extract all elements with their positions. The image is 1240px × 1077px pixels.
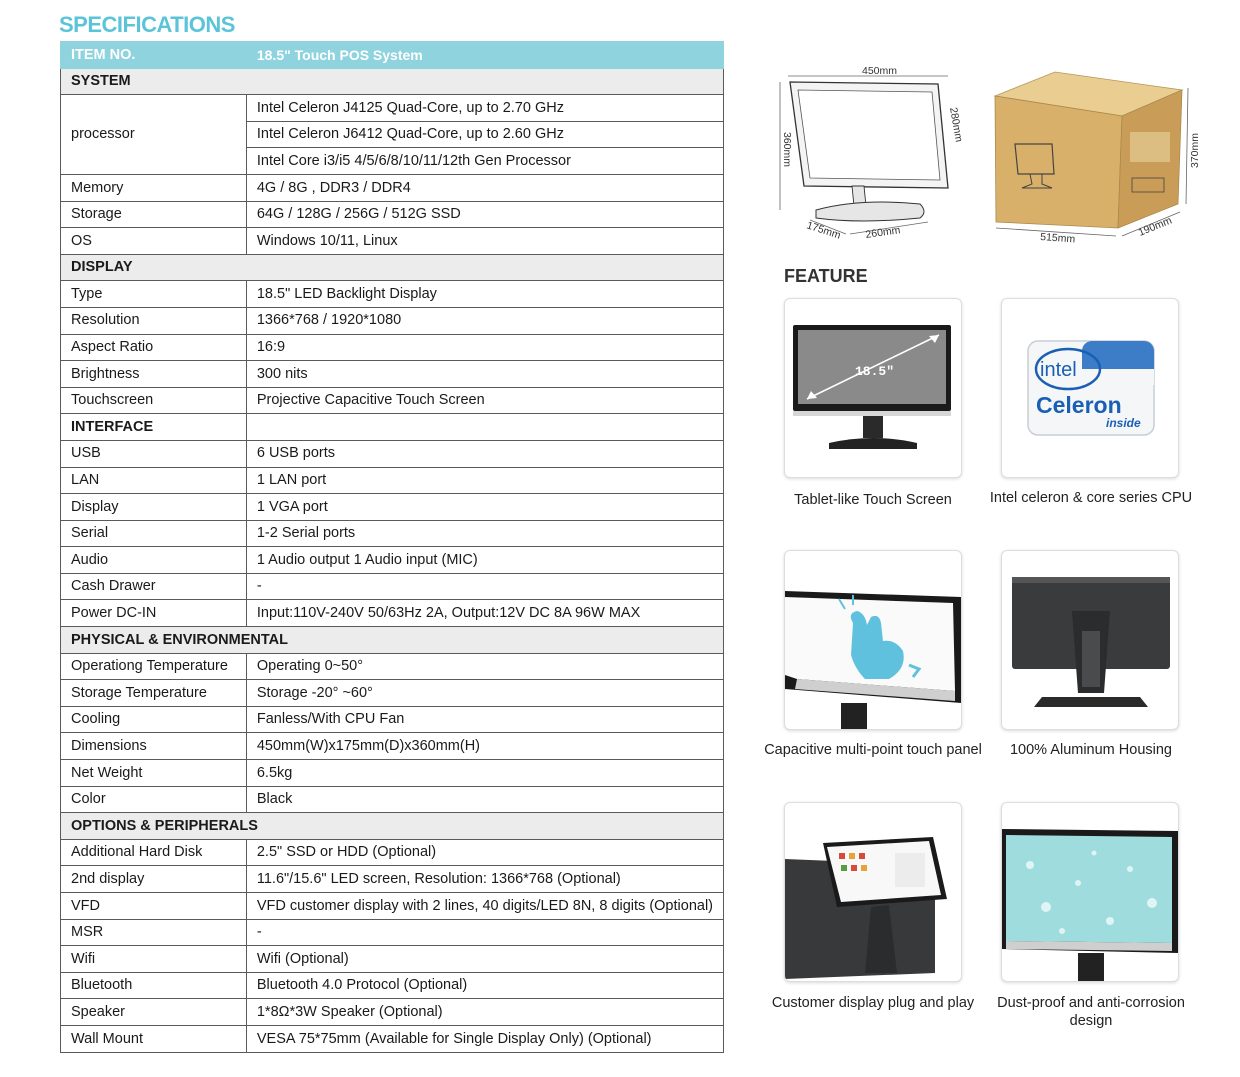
spec-label: MSR bbox=[61, 919, 247, 946]
spec-label: Power DC-IN bbox=[61, 600, 247, 627]
intel-celeron-logo bbox=[1002, 299, 1178, 477]
spec-value: 16:9 bbox=[246, 334, 723, 361]
inside-wordmark: inside bbox=[1106, 416, 1141, 430]
spec-label: Bluetooth bbox=[61, 972, 247, 999]
spec-label: Storage Temperature bbox=[61, 680, 247, 707]
spec-value: Bluetooth 4.0 Protocol (Optional) bbox=[246, 972, 723, 999]
spec-value: 1366*768 / 1920*1080 bbox=[246, 307, 723, 334]
spec-label: 2nd display bbox=[61, 866, 247, 893]
touch-gesture-image bbox=[785, 551, 961, 729]
spec-label: Memory bbox=[61, 174, 247, 201]
spec-header-row bbox=[61, 42, 724, 69]
spec-label: Serial bbox=[61, 520, 247, 547]
item-no-value: 18.5" Touch POS System bbox=[246, 42, 723, 69]
spec-value: 2.5" SSD or HDD (Optional) bbox=[246, 839, 723, 866]
monitor-front-image bbox=[785, 299, 961, 477]
spec-value: Intel Core i3/i5 4/5/6/8/10/11/12th Gen Processor bbox=[246, 148, 723, 175]
spec-value: Operating 0~50° bbox=[246, 653, 723, 680]
spec-label: Aspect Ratio bbox=[61, 334, 247, 361]
spec-label: Additional Hard Disk bbox=[61, 839, 247, 866]
spec-value: 450mm(W)x175mm(D)x360mm(H) bbox=[246, 733, 723, 760]
spec-value: 1 Audio output 1 Audio input (MIC) bbox=[246, 547, 723, 574]
spec-value: 1 LAN port bbox=[246, 467, 723, 494]
customer-display-image bbox=[785, 803, 961, 981]
table-row bbox=[61, 228, 724, 255]
spec-label: Touchscreen bbox=[61, 387, 247, 414]
section-title: DISPLAY bbox=[61, 254, 724, 281]
section-title: PHYSICAL & ENVIRONMENTAL bbox=[61, 627, 724, 654]
feature-caption-aluminum: 100% Aluminum Housing bbox=[1009, 742, 1172, 758]
section-header bbox=[61, 68, 724, 95]
table-row bbox=[61, 573, 724, 600]
feature-caption-dustproof: Dust-proof and anti-corrosion design bbox=[997, 995, 1185, 1029]
table-row bbox=[61, 999, 724, 1026]
box-depth-label: 190mm bbox=[1136, 214, 1174, 239]
table-row bbox=[61, 520, 724, 547]
section-title: SYSTEM bbox=[61, 68, 724, 95]
celeron-wordmark: Celeron bbox=[1036, 392, 1122, 418]
spec-value: 300 nits bbox=[246, 361, 723, 388]
spec-value: Wifi (Optional) bbox=[246, 946, 723, 973]
table-row bbox=[61, 387, 724, 414]
feature-caption-cpu: Intel celeron & core series CPU bbox=[989, 490, 1193, 506]
box-width-label: 515mm bbox=[1039, 231, 1076, 246]
spec-value: - bbox=[246, 573, 723, 600]
table-row bbox=[61, 733, 724, 760]
feature-caption-customer-display: Customer display plug and play bbox=[771, 995, 975, 1011]
packaging-box-drawing bbox=[995, 72, 1201, 245]
table-row bbox=[61, 334, 724, 361]
item-no-label: ITEM NO. bbox=[61, 42, 247, 69]
spec-label: processor bbox=[61, 95, 247, 175]
spec-label: Audio bbox=[61, 547, 247, 574]
feature-caption-multitouch: Capacitive multi-point touch panel bbox=[764, 742, 982, 758]
monitor-back-image bbox=[1002, 551, 1178, 729]
spec-value: 1*8Ω*3W Speaker (Optional) bbox=[246, 999, 723, 1026]
spec-value: 1-2 Serial ports bbox=[246, 520, 723, 547]
spec-label: Color bbox=[61, 786, 247, 813]
spec-value: Intel Celeron J6412 Quad-Core, up to 2.60 GHz bbox=[246, 121, 723, 148]
spec-value: - bbox=[246, 919, 723, 946]
monitor-height-label: 360mm bbox=[781, 132, 793, 168]
feature-card-customer-display bbox=[784, 802, 962, 982]
spec-label: Wall Mount bbox=[61, 1025, 247, 1052]
feature-caption-touch-screen: Tablet-like Touch Screen bbox=[794, 492, 952, 508]
spec-label: Type bbox=[61, 281, 247, 308]
table-row bbox=[61, 972, 724, 999]
table-row bbox=[61, 706, 724, 733]
table-row bbox=[61, 494, 724, 521]
base-depth-label: 175mm bbox=[805, 219, 843, 242]
table-row bbox=[61, 95, 724, 122]
section-blank-cell bbox=[246, 414, 723, 441]
monitor-depth-label: 280mm bbox=[947, 106, 965, 144]
table-row bbox=[61, 467, 724, 494]
table-row bbox=[61, 653, 724, 680]
table-row bbox=[61, 866, 724, 893]
table-row bbox=[61, 361, 724, 388]
water-drops-screen-image bbox=[1002, 803, 1178, 981]
table-row bbox=[61, 307, 724, 334]
spec-value: Windows 10/11, Linux bbox=[246, 228, 723, 255]
monitor-width-label: 450mm bbox=[862, 65, 898, 77]
spec-heading: SPECIFICATIONS bbox=[59, 12, 235, 37]
dimension-drawings bbox=[770, 60, 1210, 250]
spec-value: Projective Capacitive Touch Screen bbox=[246, 387, 723, 414]
section-title: INTERFACE bbox=[61, 414, 247, 441]
section-header bbox=[61, 813, 724, 840]
table-row bbox=[61, 281, 724, 308]
spec-value: VESA 75*75mm (Available for Single Display Only) (Optional) bbox=[246, 1025, 723, 1052]
spec-label: LAN bbox=[61, 467, 247, 494]
table-row bbox=[61, 893, 724, 920]
feature-card-dustproof bbox=[1001, 802, 1179, 982]
spec-label: Brightness bbox=[61, 361, 247, 388]
feature-card-multitouch bbox=[784, 550, 962, 730]
spec-table bbox=[60, 41, 724, 1053]
spec-label: Cash Drawer bbox=[61, 573, 247, 600]
table-row bbox=[61, 201, 724, 228]
spec-value: Storage -20° ~60° bbox=[246, 680, 723, 707]
table-row bbox=[61, 440, 724, 467]
table-row bbox=[61, 760, 724, 787]
feature-card-aluminum bbox=[1001, 550, 1179, 730]
spec-label: Operationg Temperature bbox=[61, 653, 247, 680]
spec-value: VFD customer display with 2 lines, 40 digits/LED 8N, 8 digits (Optional) bbox=[246, 893, 723, 920]
feature-card-touch-screen bbox=[784, 298, 962, 478]
spec-value: 6.5kg bbox=[246, 760, 723, 787]
feature-card-cpu bbox=[1001, 298, 1179, 478]
table-row bbox=[61, 839, 724, 866]
spec-label: Speaker bbox=[61, 999, 247, 1026]
intel-wordmark: intel bbox=[1040, 359, 1077, 381]
spec-value: 1 VGA port bbox=[246, 494, 723, 521]
table-row bbox=[61, 786, 724, 813]
table-row bbox=[61, 174, 724, 201]
spec-label: OS bbox=[61, 228, 247, 255]
spec-label: Dimensions bbox=[61, 733, 247, 760]
spec-value: Fanless/With CPU Fan bbox=[246, 706, 723, 733]
screen-size-label: 18.5" bbox=[855, 364, 895, 379]
spec-value: 6 USB ports bbox=[246, 440, 723, 467]
section-header bbox=[61, 627, 724, 654]
base-width-label: 260mm bbox=[864, 224, 902, 241]
spec-label: VFD bbox=[61, 893, 247, 920]
table-row bbox=[61, 946, 724, 973]
table-row bbox=[61, 919, 724, 946]
spec-value: 11.6"/15.6" LED screen, Resolution: 1366*768 (Optional) bbox=[246, 866, 723, 893]
table-row bbox=[61, 1025, 724, 1052]
table-row bbox=[61, 547, 724, 574]
spec-value: 18.5" LED Backlight Display bbox=[246, 281, 723, 308]
spec-label: USB bbox=[61, 440, 247, 467]
spec-value: Input:110V-240V 50/63Hz 2A, Output:12V DC 8A 96W MAX bbox=[246, 600, 723, 627]
table-row bbox=[61, 680, 724, 707]
box-height-label: 370mm bbox=[1189, 132, 1201, 168]
spec-value: 64G / 128G / 256G / 512G SSD bbox=[246, 201, 723, 228]
spec-value: Black bbox=[246, 786, 723, 813]
table-row bbox=[61, 600, 724, 627]
spec-label: Resolution bbox=[61, 307, 247, 334]
feature-heading: FEATURE bbox=[784, 266, 868, 286]
section-header bbox=[61, 414, 724, 441]
spec-label: Wifi bbox=[61, 946, 247, 973]
spec-label: Net Weight bbox=[61, 760, 247, 787]
spec-value: 4G / 8G , DDR3 / DDR4 bbox=[246, 174, 723, 201]
spec-label: Storage bbox=[61, 201, 247, 228]
section-title: OPTIONS & PERIPHERALS bbox=[61, 813, 724, 840]
spec-value: Intel Celeron J4125 Quad-Core, up to 2.70 GHz bbox=[246, 95, 723, 122]
spec-label: Cooling bbox=[61, 706, 247, 733]
section-header bbox=[61, 254, 724, 281]
monitor-dimension-drawing bbox=[780, 65, 965, 242]
spec-label: Display bbox=[61, 494, 247, 521]
